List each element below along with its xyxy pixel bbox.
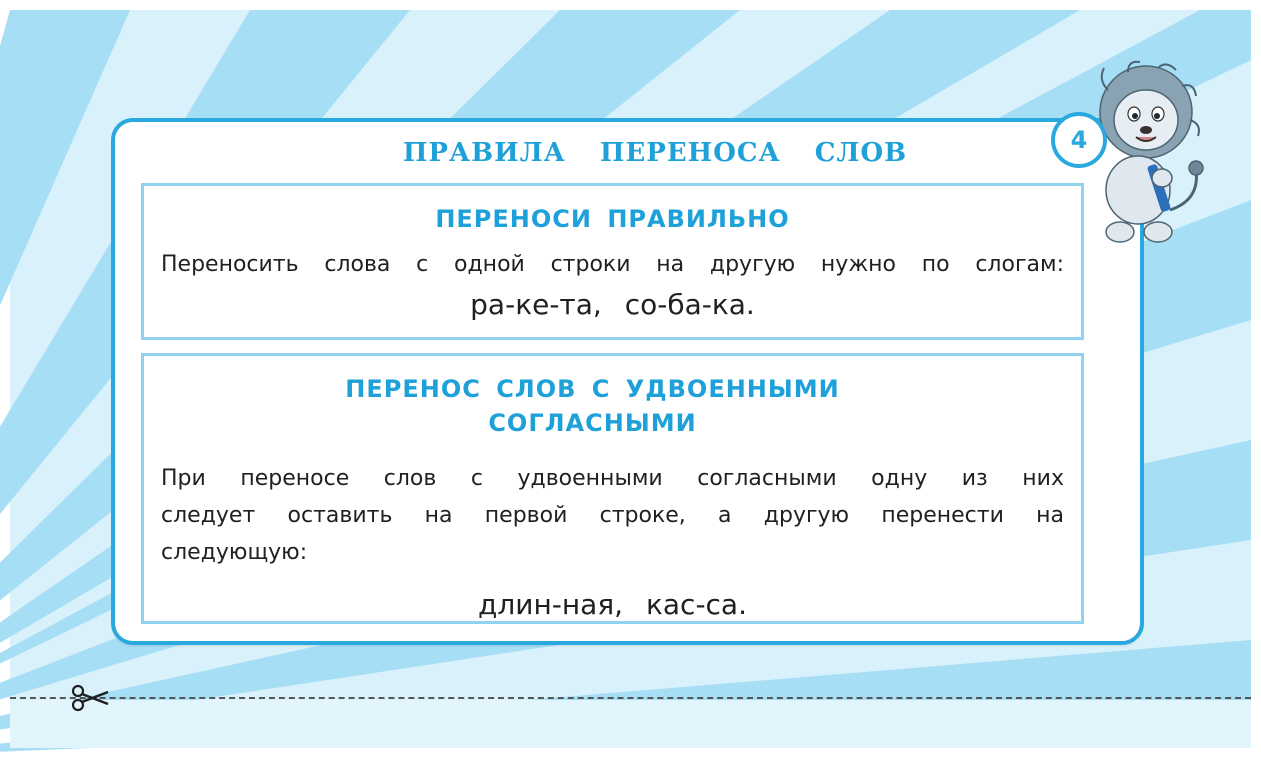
card-number-badge: 4 <box>1051 112 1107 168</box>
rule-text-line: следует оставить на первой строке, а другую перенести на <box>161 503 1064 528</box>
rule-example: длин-ная, кас-са. <box>478 588 747 621</box>
rule-box-double-consonants <box>141 353 1084 624</box>
rule-heading-line: ПЕРЕНОС СЛОВ С УДВОЕННЫМИ <box>345 375 840 403</box>
rule-text: Переносить слова с одной строки на другую нужно по слогам: <box>161 252 1064 277</box>
rule-text <box>144 460 1081 571</box>
page-title: ПРАВИЛА ПЕРЕНОСА СЛОВ <box>402 138 908 168</box>
cut-line <box>10 697 1251 699</box>
rule-heading-line: СОГЛАСНЫМИ <box>488 409 697 437</box>
rule-example: ра-ке-та, со-ба-ка. <box>470 288 755 321</box>
rule-heading <box>144 372 1081 440</box>
rule-text-line: следующую: <box>161 540 308 565</box>
rule-box-correct-hyphenation <box>141 183 1084 340</box>
rule-heading: ПЕРЕНОСИ ПРАВИЛЬНО <box>435 205 790 233</box>
scissors-icon <box>70 684 110 712</box>
rule-text-line: При переносе слов с удвоенными согласными одну из них <box>161 466 1064 491</box>
